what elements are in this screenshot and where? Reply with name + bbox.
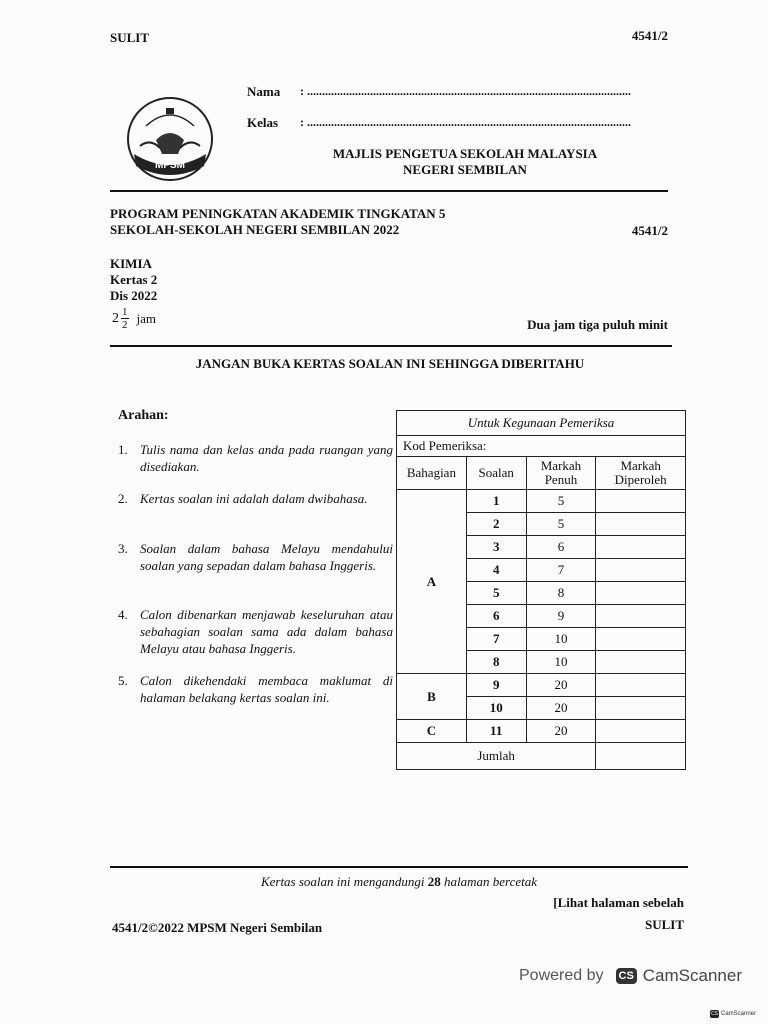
council-line1: MAJLIS PENGETUA SEKOLAH MALAYSIA bbox=[332, 146, 598, 161]
instruction-number: 2. bbox=[118, 491, 128, 506]
subject-name: KIMIA bbox=[110, 256, 152, 271]
max-mark: 8 bbox=[526, 582, 596, 605]
header-markah-penuh bbox=[526, 457, 596, 490]
question-number: 5 bbox=[466, 582, 526, 605]
obtained-mark-cell[interactable] bbox=[596, 513, 686, 536]
page-count: 28 bbox=[427, 874, 441, 889]
name-label: Nama bbox=[247, 84, 281, 99]
obtained-mark-cell[interactable] bbox=[596, 605, 686, 628]
powered-by-text: Powered by bbox=[519, 967, 604, 984]
camscanner-mini-icon: CS bbox=[711, 1011, 718, 1017]
max-mark: 5 bbox=[526, 490, 596, 513]
camscanner-mini-mark bbox=[710, 1010, 756, 1018]
max-mark: 10 bbox=[526, 628, 596, 651]
logo-text: MPSM bbox=[155, 160, 185, 171]
question-number: 10 bbox=[466, 697, 526, 720]
max-mark: 20 bbox=[526, 720, 596, 743]
instruction-number: 5. bbox=[118, 673, 128, 688]
page-count-note bbox=[110, 874, 688, 890]
question-number: 4 bbox=[466, 559, 526, 582]
council-line2: NEGERI SEMBILAN bbox=[403, 162, 527, 177]
obtained-mark-cell[interactable] bbox=[596, 651, 686, 674]
program-line2: SEKOLAH-SEKOLAH NEGERI SEMBILAN 2022 bbox=[110, 222, 400, 237]
obtained-mark-cell[interactable] bbox=[596, 582, 686, 605]
header-markah-diperoleh bbox=[596, 457, 686, 490]
duration-fraction bbox=[112, 306, 156, 331]
instruction-number: 4. bbox=[118, 607, 128, 622]
question-number: 11 bbox=[466, 720, 526, 743]
class-field[interactable]: : ............................................................................................................ bbox=[300, 115, 631, 129]
next-page-note: [Lihat halaman sebelah bbox=[553, 895, 684, 910]
duration-whole: 2 bbox=[112, 310, 119, 326]
program-title bbox=[110, 206, 445, 238]
examiner-code: Kod Pemeriksa: bbox=[397, 436, 686, 457]
copyright-text: 4541/2©2022 MPSM Negeri Sembilan bbox=[112, 920, 323, 935]
max-mark: 20 bbox=[526, 674, 596, 697]
camscanner-brand: CamScanner bbox=[642, 966, 742, 985]
instruction-item bbox=[118, 540, 393, 574]
instruction-text: Kertas soalan ini adalah dalam dwibahasa. bbox=[140, 491, 368, 506]
max-mark: 10 bbox=[526, 651, 596, 674]
question-number: 1 bbox=[466, 490, 526, 513]
header-markah-diperoleh-line2: Diperoleh bbox=[614, 472, 667, 487]
question-number: 2 bbox=[466, 513, 526, 536]
table-row bbox=[397, 490, 686, 513]
footer-divider bbox=[110, 866, 688, 868]
instruction-item bbox=[118, 490, 393, 507]
total-mark-cell[interactable] bbox=[596, 743, 686, 770]
council-name bbox=[300, 146, 630, 178]
question-number: 3 bbox=[466, 536, 526, 559]
warning-divider bbox=[110, 345, 672, 347]
camscanner-watermark bbox=[519, 966, 742, 986]
duration-num: 1 bbox=[122, 306, 128, 318]
instruction-text: Calon dikehendaki membaca maklumat di halaman belakang kertas soalan ini. bbox=[140, 673, 393, 705]
page-count-suffix: halaman bercetak bbox=[440, 874, 538, 889]
header-markah-penuh-line1: Markah bbox=[540, 458, 582, 473]
footer-sulit: SULIT bbox=[644, 917, 684, 932]
subject-block bbox=[110, 256, 157, 304]
header-divider bbox=[110, 190, 668, 192]
obtained-mark-cell[interactable] bbox=[596, 490, 686, 513]
instruction-text: Calon dibenarkan menjawab keseluruhan atau sebahagian soalan sama ada dalam bahasa Melayu atau bahasa Inggeris. bbox=[140, 607, 393, 656]
duration-unit: jam bbox=[136, 310, 156, 326]
section-c-label: C bbox=[397, 720, 467, 743]
header-bahagian: Bahagian bbox=[397, 457, 467, 490]
header-markah-diperoleh-line1: Markah bbox=[620, 458, 661, 473]
obtained-mark-cell[interactable] bbox=[596, 628, 686, 651]
max-mark: 6 bbox=[526, 536, 596, 559]
mpsm-logo bbox=[126, 96, 214, 182]
max-mark: 5 bbox=[526, 513, 596, 536]
question-number: 9 bbox=[466, 674, 526, 697]
instruction-number: 1. bbox=[118, 442, 128, 457]
duration-den: 2 bbox=[122, 319, 128, 331]
table-caption: Untuk Kegunaan Pemeriksa bbox=[397, 411, 686, 436]
header-sulit: SULIT bbox=[110, 30, 150, 45]
header-soalan: Soalan bbox=[466, 457, 526, 490]
total-label: Jumlah bbox=[397, 743, 596, 770]
duration-text: Dua jam tiga puluh minit bbox=[527, 317, 668, 332]
examiner-table bbox=[396, 410, 686, 770]
obtained-mark-cell[interactable] bbox=[596, 720, 686, 743]
subject-paper: Kertas 2 bbox=[110, 272, 158, 287]
section-b-label: B bbox=[397, 674, 467, 720]
total-row bbox=[397, 743, 686, 770]
camscanner-mini-text: CamScanner bbox=[720, 1011, 756, 1017]
question-number: 8 bbox=[466, 651, 526, 674]
program-code: 4541/2 bbox=[631, 223, 668, 238]
instruction-text: Soalan dalam bahasa Melayu mendahului soalan yang sepadan dalam bahasa Inggeris. bbox=[140, 541, 393, 573]
obtained-mark-cell[interactable] bbox=[596, 536, 686, 559]
question-number: 6 bbox=[466, 605, 526, 628]
instructions-title: Arahan: bbox=[118, 408, 169, 423]
instruction-text: Tulis nama dan kelas anda pada ruangan yang disediakan. bbox=[140, 442, 393, 474]
max-mark: 7 bbox=[526, 559, 596, 582]
obtained-mark-cell[interactable] bbox=[596, 674, 686, 697]
question-number: 7 bbox=[466, 628, 526, 651]
section-a-label: A bbox=[397, 490, 467, 674]
obtained-mark-cell[interactable] bbox=[596, 559, 686, 582]
subject-date: Dis 2022 bbox=[110, 288, 158, 303]
instruction-number: 3. bbox=[118, 541, 128, 556]
instruction-item bbox=[118, 672, 393, 706]
table-row bbox=[397, 674, 686, 697]
instruction-item bbox=[118, 606, 393, 657]
name-field[interactable]: : ............................................................................................................ bbox=[300, 84, 631, 98]
page-count-prefix: Kertas soalan ini mengandungi bbox=[260, 874, 428, 889]
table-row bbox=[397, 720, 686, 743]
header-markah-penuh-line2: Penuh bbox=[544, 472, 578, 487]
max-mark: 9 bbox=[526, 605, 596, 628]
header-code: 4541/2 bbox=[631, 28, 668, 43]
camscanner-icon: CS bbox=[616, 968, 637, 984]
class-label: Kelas bbox=[247, 115, 279, 130]
warning-text: JANGAN BUKA KERTAS SOALAN INI SEHINGGA DIBERITAHU bbox=[195, 356, 585, 371]
instruction-item bbox=[118, 441, 393, 475]
max-mark: 20 bbox=[526, 697, 596, 720]
obtained-mark-cell[interactable] bbox=[596, 697, 686, 720]
program-line1: PROGRAM PENINGKATAN AKADEMIK TINGKATAN 5 bbox=[110, 206, 446, 221]
duration-half bbox=[121, 306, 129, 331]
